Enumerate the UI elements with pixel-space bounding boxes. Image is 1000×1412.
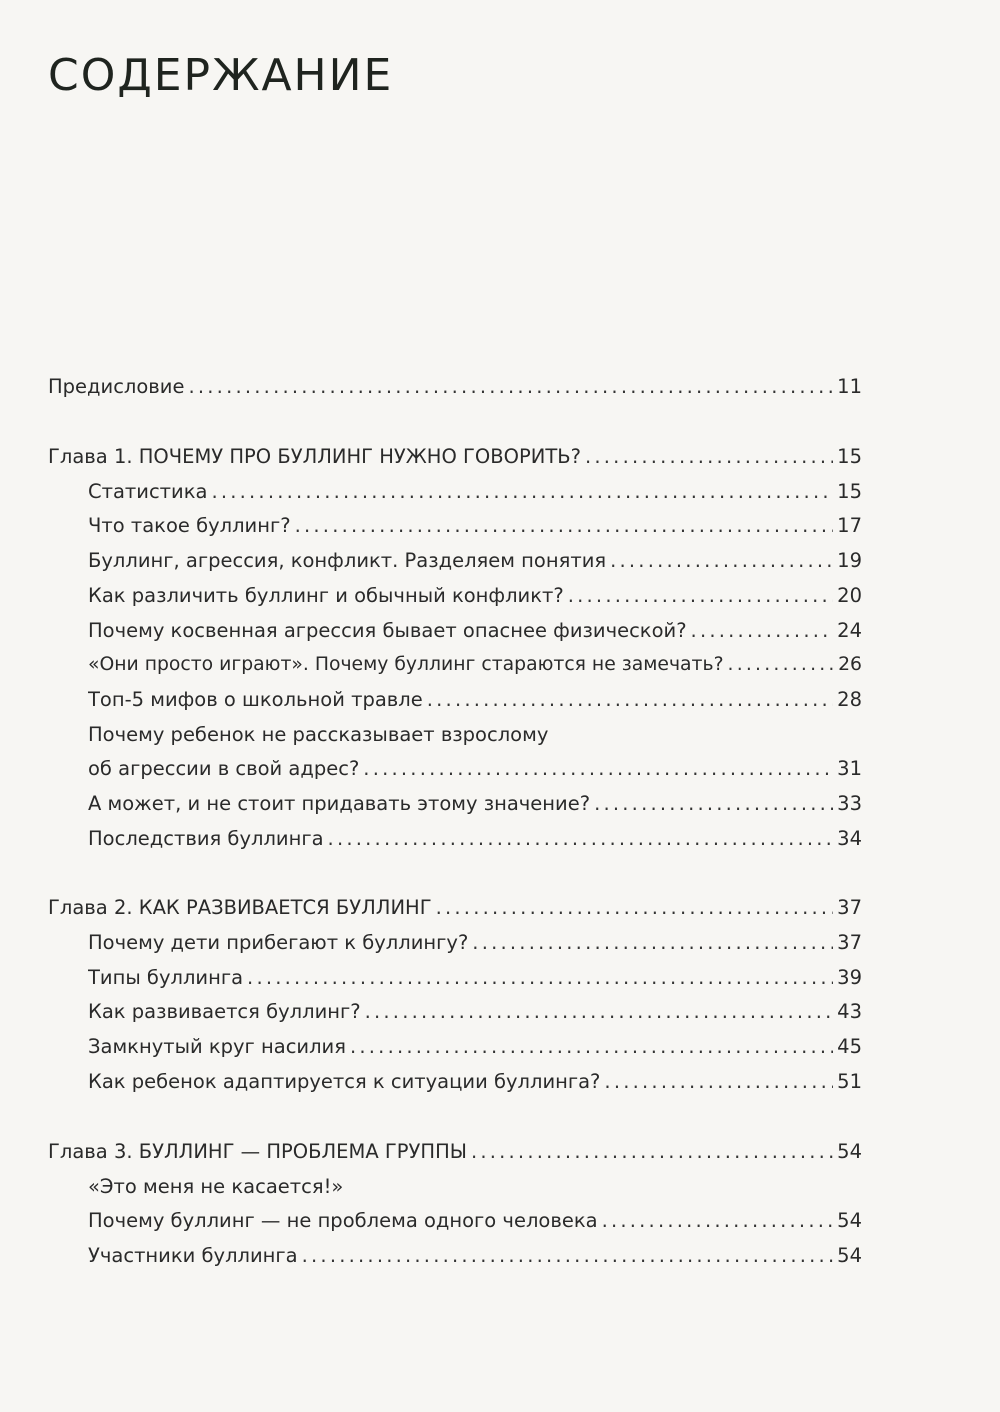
toc-entry-chapter-3[interactable] — [48, 1135, 862, 1169]
toc-entry-chapter-1[interactable] — [48, 440, 862, 474]
toc-entry-page: 31 — [837, 757, 862, 780]
dot-leader — [602, 1204, 834, 1238]
toc-entry-page: 24 — [837, 619, 862, 642]
toc-entry[interactable] — [88, 683, 862, 717]
toc-entry-page: 20 — [837, 584, 862, 607]
toc-entry-page: 28 — [837, 688, 862, 711]
toc-entry-continued[interactable] — [88, 718, 862, 752]
toc-entry-page: 19 — [837, 549, 862, 572]
toc-entry[interactable] — [88, 1065, 862, 1099]
dot-leader — [691, 614, 834, 648]
toc-entry-page: 54 — [837, 1244, 862, 1267]
toc-entry-text: Предисловие — [48, 375, 185, 398]
toc-entry-text: «Это меня не касается!» — [88, 1175, 344, 1198]
dot-leader — [363, 752, 833, 786]
toc-entry-text: Что такое буллинг? — [88, 514, 291, 537]
toc-entry-page: 34 — [837, 827, 862, 850]
dot-leader — [568, 579, 833, 613]
dot-leader — [610, 544, 833, 578]
toc-entry-page: 15 — [837, 445, 862, 468]
dot-leader — [604, 1065, 833, 1099]
dot-leader — [365, 995, 834, 1029]
toc-entry-text: Почему дети прибегают к буллингу? — [88, 931, 469, 954]
toc-entry-page: 33 — [837, 792, 862, 815]
toc-entry-text: Участники буллинга — [88, 1244, 298, 1267]
toc-entry-text: Как различить буллинг и обычный конфликт? — [88, 584, 564, 607]
toc-entry-page: 11 — [837, 375, 862, 398]
toc-entry-text: Буллинг, агрессия, конфликт. Разделяем понятия — [88, 549, 607, 572]
toc-entry-text: Почему буллинг — не проблема одного человека — [88, 1209, 598, 1232]
dot-leader — [472, 926, 833, 960]
toc-entry-page: 15 — [837, 480, 862, 503]
dot-leader — [585, 440, 833, 474]
toc-entry-text: Топ-5 мифов о школьной травле — [88, 688, 423, 711]
toc-entry[interactable] — [88, 475, 862, 509]
toc-entry-page: 26 — [838, 654, 862, 675]
toc-entry-text: Замкнутый круг насилия — [88, 1035, 346, 1058]
toc-entry-text: «Они просто играют». Почему буллинг стараются не замечать? — [88, 654, 724, 675]
dot-leader — [247, 961, 833, 995]
dot-leader — [328, 822, 834, 856]
toc-entry-text: Как развивается буллинг? — [88, 1000, 361, 1023]
toc-entry-continued[interactable] — [88, 1170, 862, 1204]
toc-entry-text: Последствия буллинга — [88, 827, 324, 850]
toc-entry[interactable] — [88, 1239, 862, 1273]
toc-entry-text: Почему ребенок не рассказывает взрослому — [88, 723, 549, 746]
toc-entry[interactable] — [88, 1030, 862, 1064]
toc-entry-page: 45 — [837, 1035, 862, 1058]
dot-leader — [427, 683, 833, 717]
dot-leader — [350, 1030, 833, 1064]
toc-entry[interactable] — [88, 614, 862, 648]
toc-entry-page: 43 — [837, 1000, 862, 1023]
toc-entry-page: 54 — [837, 1209, 862, 1232]
toc-entry-page: 39 — [837, 966, 862, 989]
dot-leader — [188, 370, 833, 404]
toc-entry-chapter-2[interactable] — [48, 891, 862, 925]
toc-entry[interactable] — [88, 822, 862, 856]
dot-leader — [594, 787, 833, 821]
toc-entry-text: Как ребенок адаптируется к ситуации буллинга? — [88, 1070, 601, 1093]
toc-entry[interactable] — [88, 926, 862, 960]
toc-entry-page: 37 — [837, 931, 862, 954]
dot-leader — [471, 1135, 833, 1169]
toc-entry-text: Глава 2. КАК РАЗВИВАЕТСЯ БУЛЛИНГ — [48, 896, 432, 919]
toc-entry-text: Глава 1. ПОЧЕМУ ПРО БУЛЛИНГ НУЖНО ГОВОРИТЬ? — [48, 445, 581, 468]
toc-entry[interactable] — [88, 544, 862, 578]
toc-entry-text: Почему косвенная агрессия бывает опаснее физической? — [88, 619, 687, 642]
dot-leader — [728, 648, 835, 682]
dot-leader — [211, 475, 833, 509]
toc-entry-text: Типы буллинга — [88, 966, 244, 989]
toc-entry-text: А может, и не стоит придавать этому значение? — [88, 792, 591, 815]
toc-entry[interactable] — [88, 509, 862, 543]
toc-entry-page: 37 — [837, 896, 862, 919]
page-title: СОДЕРЖАНИЕ — [48, 50, 394, 101]
dot-leader — [295, 509, 834, 543]
toc-entry-text: Глава 3. БУЛЛИНГ — ПРОБЛЕМА ГРУППЫ — [48, 1140, 467, 1163]
toc-entry-text: Статистика — [88, 480, 208, 503]
toc-entry-page: 17 — [837, 514, 862, 537]
toc-entry[interactable] — [88, 995, 862, 1029]
toc-entry[interactable] — [88, 961, 862, 995]
dot-leader — [436, 891, 834, 925]
dot-leader — [302, 1239, 834, 1273]
toc-entry-text: об агрессии в свой адрес? — [88, 757, 360, 780]
toc-entry[interactable] — [88, 752, 862, 786]
toc-entry[interactable] — [88, 648, 862, 682]
toc-entry-page: 51 — [837, 1070, 862, 1093]
toc-entry[interactable] — [88, 787, 862, 821]
toc-entry-page: 54 — [837, 1140, 862, 1163]
toc-entry[interactable] — [88, 1204, 862, 1238]
toc-entry[interactable] — [88, 579, 862, 613]
toc-entry-preface[interactable] — [48, 370, 862, 404]
